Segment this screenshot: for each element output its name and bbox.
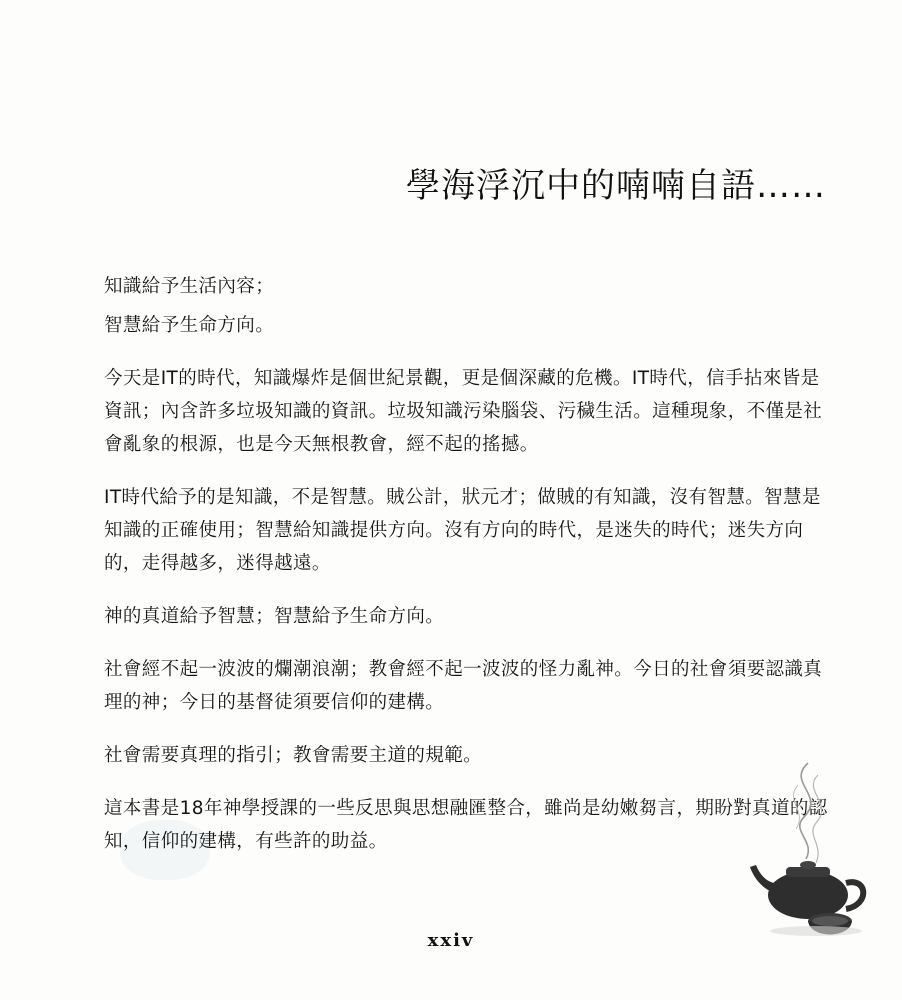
page-number: xxiv <box>427 930 475 951</box>
paragraph-6: 社會需要真理的指引；教會需要主道的規範。 <box>104 745 483 766</box>
page-title: 學海浮沉中的喃喃自語…… <box>406 166 826 206</box>
paragraph-4: 神的真道給予智慧；智慧給予生命方向。 <box>104 606 445 627</box>
body-text <box>104 270 834 878</box>
paragraph-7: 這本書是18年神學授課的一些反思與思想融匯整合，雖尚是幼嫩芻言，期盼對真道的認知，信仰的建構，有些許的助益。 <box>104 798 828 852</box>
paragraph-2: 今天是IT的時代，知識爆炸是個世紀景觀，更是個深藏的危機。IT時代，信手拈來皆是資訊；內含許多垃圾知識的資訊。垃圾知識污染腦袋、污穢生活。這種現象，不僅是社會亂象的根源，也是今天無根教會，經不起的搖撼。 <box>104 368 823 455</box>
teapot-icon <box>746 755 876 945</box>
paragraph-3: IT時代給予的是知識，不是智慧。賊公計，狀元才；做賊的有知識，沒有智慧。智慧是知識的正確使用；智慧給知識提供方向。沒有方向的時代，是迷失的時代；迷失方向的，走得越多，迷得越遠。 <box>104 487 821 574</box>
paragraph-5: 社會經不起一波波的爛潮浪潮；教會經不起一波波的怪力亂神。今日的社會須要認識真理的神；今日的基督徒須要信仰的建構。 <box>104 659 823 713</box>
paragraph-1-line-1: 知識給予生活內容； <box>104 276 275 297</box>
paragraph-1-line-2: 智慧給予生命方向。 <box>104 315 275 336</box>
